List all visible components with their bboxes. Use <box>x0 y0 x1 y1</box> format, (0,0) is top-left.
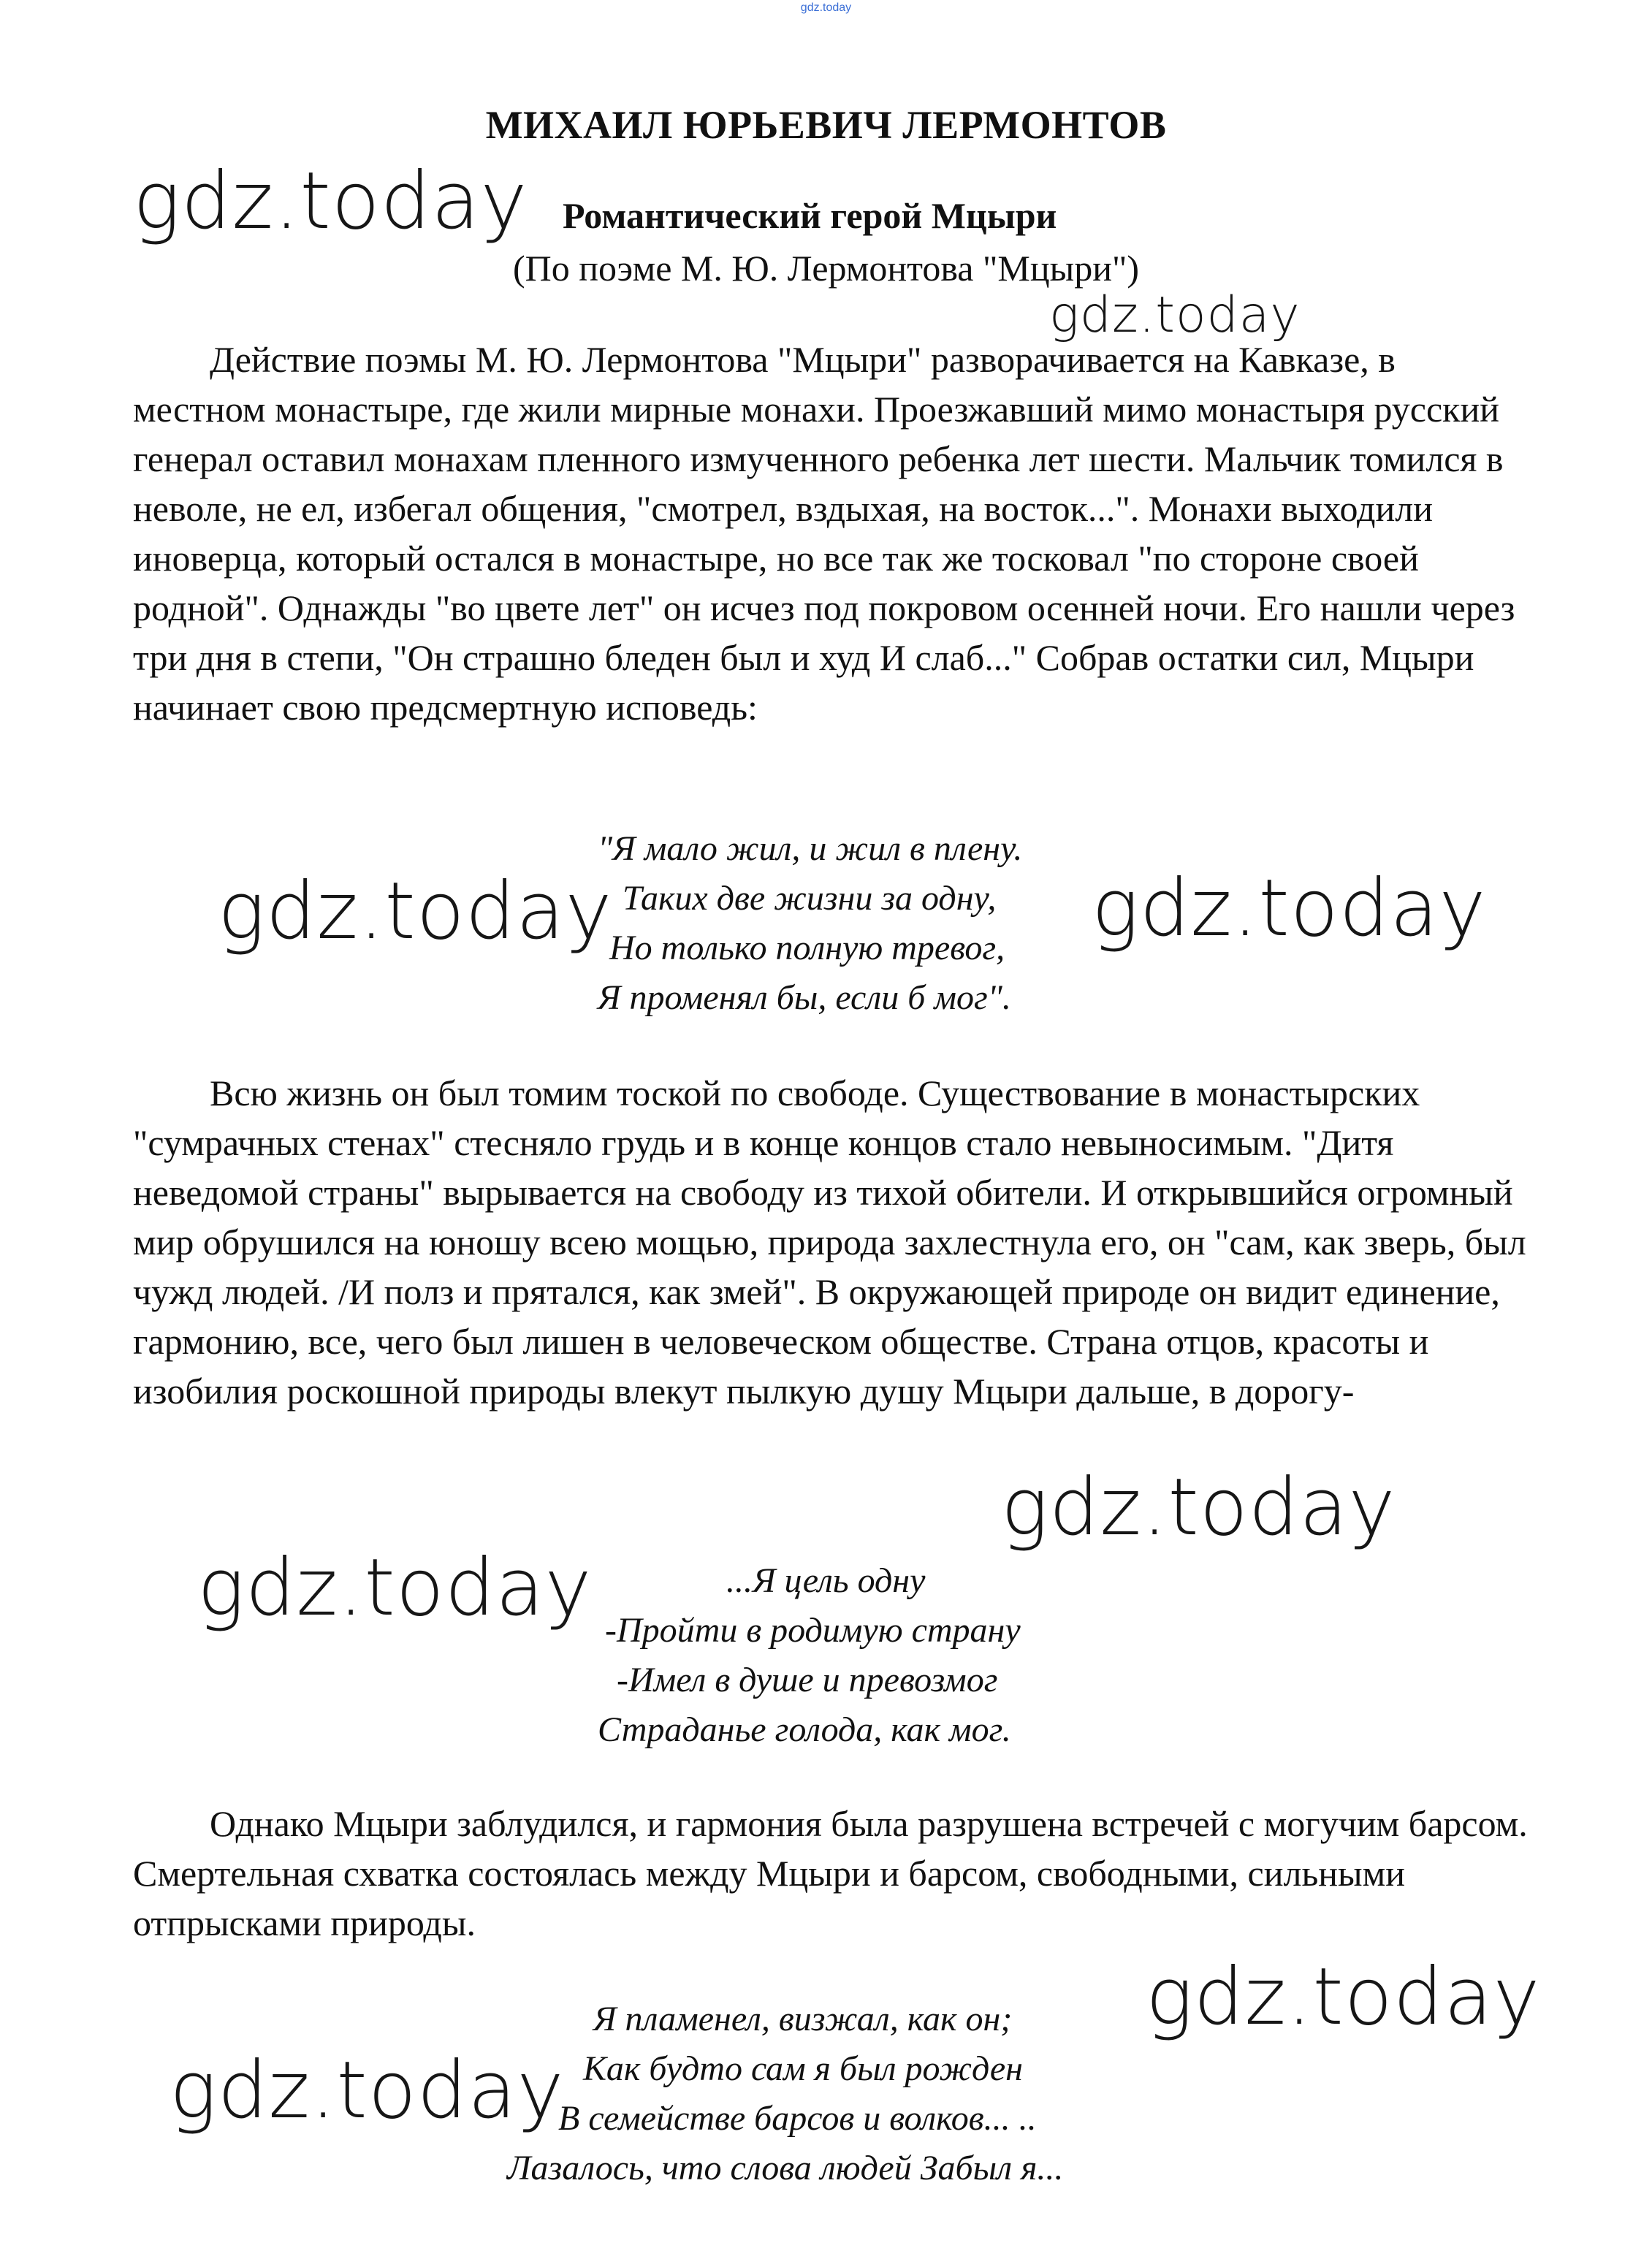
verse-2-line-1: ...Я цель одну <box>726 1561 926 1600</box>
verse-1-line-4: Я променял бы, если б мог". <box>598 978 1011 1017</box>
verse-3-line-4: Лазалось, что слова людей Забыл я... <box>507 2149 1064 2187</box>
paragraph-2: Всю жизнь он был томим тоской по свободе. Существование в монастырских "сумрачных стенах" стесняло грудь и в конце концов стало невыносимым. "Дитя неведомой страны" вырывается на свободу из тихой обители. И открывшийся огромный мир обрушился на юношу всею мощью, природа захлестнула его, он "сам, как зверь, был чужд людей. /И полз и прятался, как змей". В окружающей природе он видит единение, гармонию, все, чего был лишен в человеческом обществе. Страна отцов, красоты и изобилия роскошной природы влекут пылкую душу Мцыри дальше, в дорогу- <box>133 1073 1526 1412</box>
verse-2-line-3: -Имел в душе и превозмог <box>617 1661 998 1699</box>
watermark: gdz.today <box>197 1542 593 1634</box>
watermark: gdz.today <box>1092 863 1487 954</box>
verse-2-line-2: -Пройти в родимую страну <box>605 1611 1021 1650</box>
site-mark: gdz.today <box>800 1 852 14</box>
verse-2 <box>598 1556 1328 1755</box>
verse-3 <box>507 1995 1238 2193</box>
essay-title: Романтический герой Мцыри <box>563 195 1057 236</box>
paragraph-3: Однако Мцыри заблудился, и гармония была разрушена встречей с могучим барсом. Смертельная схватка состоялась между Мцыри и барсом, свободными, сильными отпрысками природы. <box>133 1803 1528 1943</box>
verse-3-line-3: В семействе барсов и волков... .. <box>558 2099 1037 2138</box>
watermark: gdz.today <box>1049 286 1301 344</box>
verse-3-line-1: Я пламенел, визжал, как он; <box>593 2000 1013 2038</box>
essay-source: (По поэме М. Ю. Лермонтова "Мцыри") <box>512 248 1140 289</box>
watermark: gdz.today <box>1146 1951 1541 2043</box>
verse-1-line-1: "Я мало жил, и жил в плену. <box>598 829 1023 868</box>
verse-1-line-3: Но только полную тревог, <box>609 929 1005 967</box>
author-heading: МИХАИЛ ЮРЬЕВИЧ ЛЕРМОНТОВ <box>485 103 1167 147</box>
verse-2-line-4: Страданье голода, как мог. <box>598 1710 1011 1749</box>
paragraph-1: Действие поэмы М. Ю. Лермонтова "Мцыри" разворачивается на Кавказе, в местном монастыре, где жили мирные монахи. Проезжавший мимо монастыря русский генерал оставил монахам пленного измученного ребенка лет шести. Мальчик томился в неволе, не ел, избегал общения, "смотрел, вздыхая, на восток...". Монахи выходили иноверца, который остался в монастыре, но все так же тосковал "по стороне своей родной". Однажды "во цвете лет" он исчез под покровом осенней ночи. Его нашли через три дня в степи, "Он страшно бледен был и худ И слаб..." Собрав остатки сил, Мцыри начинает свою предсмертную исповедь: <box>133 339 1515 728</box>
verse-3-line-2: Как будто сам я был рожден <box>583 2049 1023 2088</box>
verse-1-line-2: Таких две жизни за одну, <box>623 879 997 918</box>
watermark: gdz.today <box>218 866 613 957</box>
watermark: gdz.today <box>133 156 528 247</box>
watermark: gdz.today <box>1001 1462 1396 1553</box>
watermark: gdz.today <box>170 2045 565 2136</box>
